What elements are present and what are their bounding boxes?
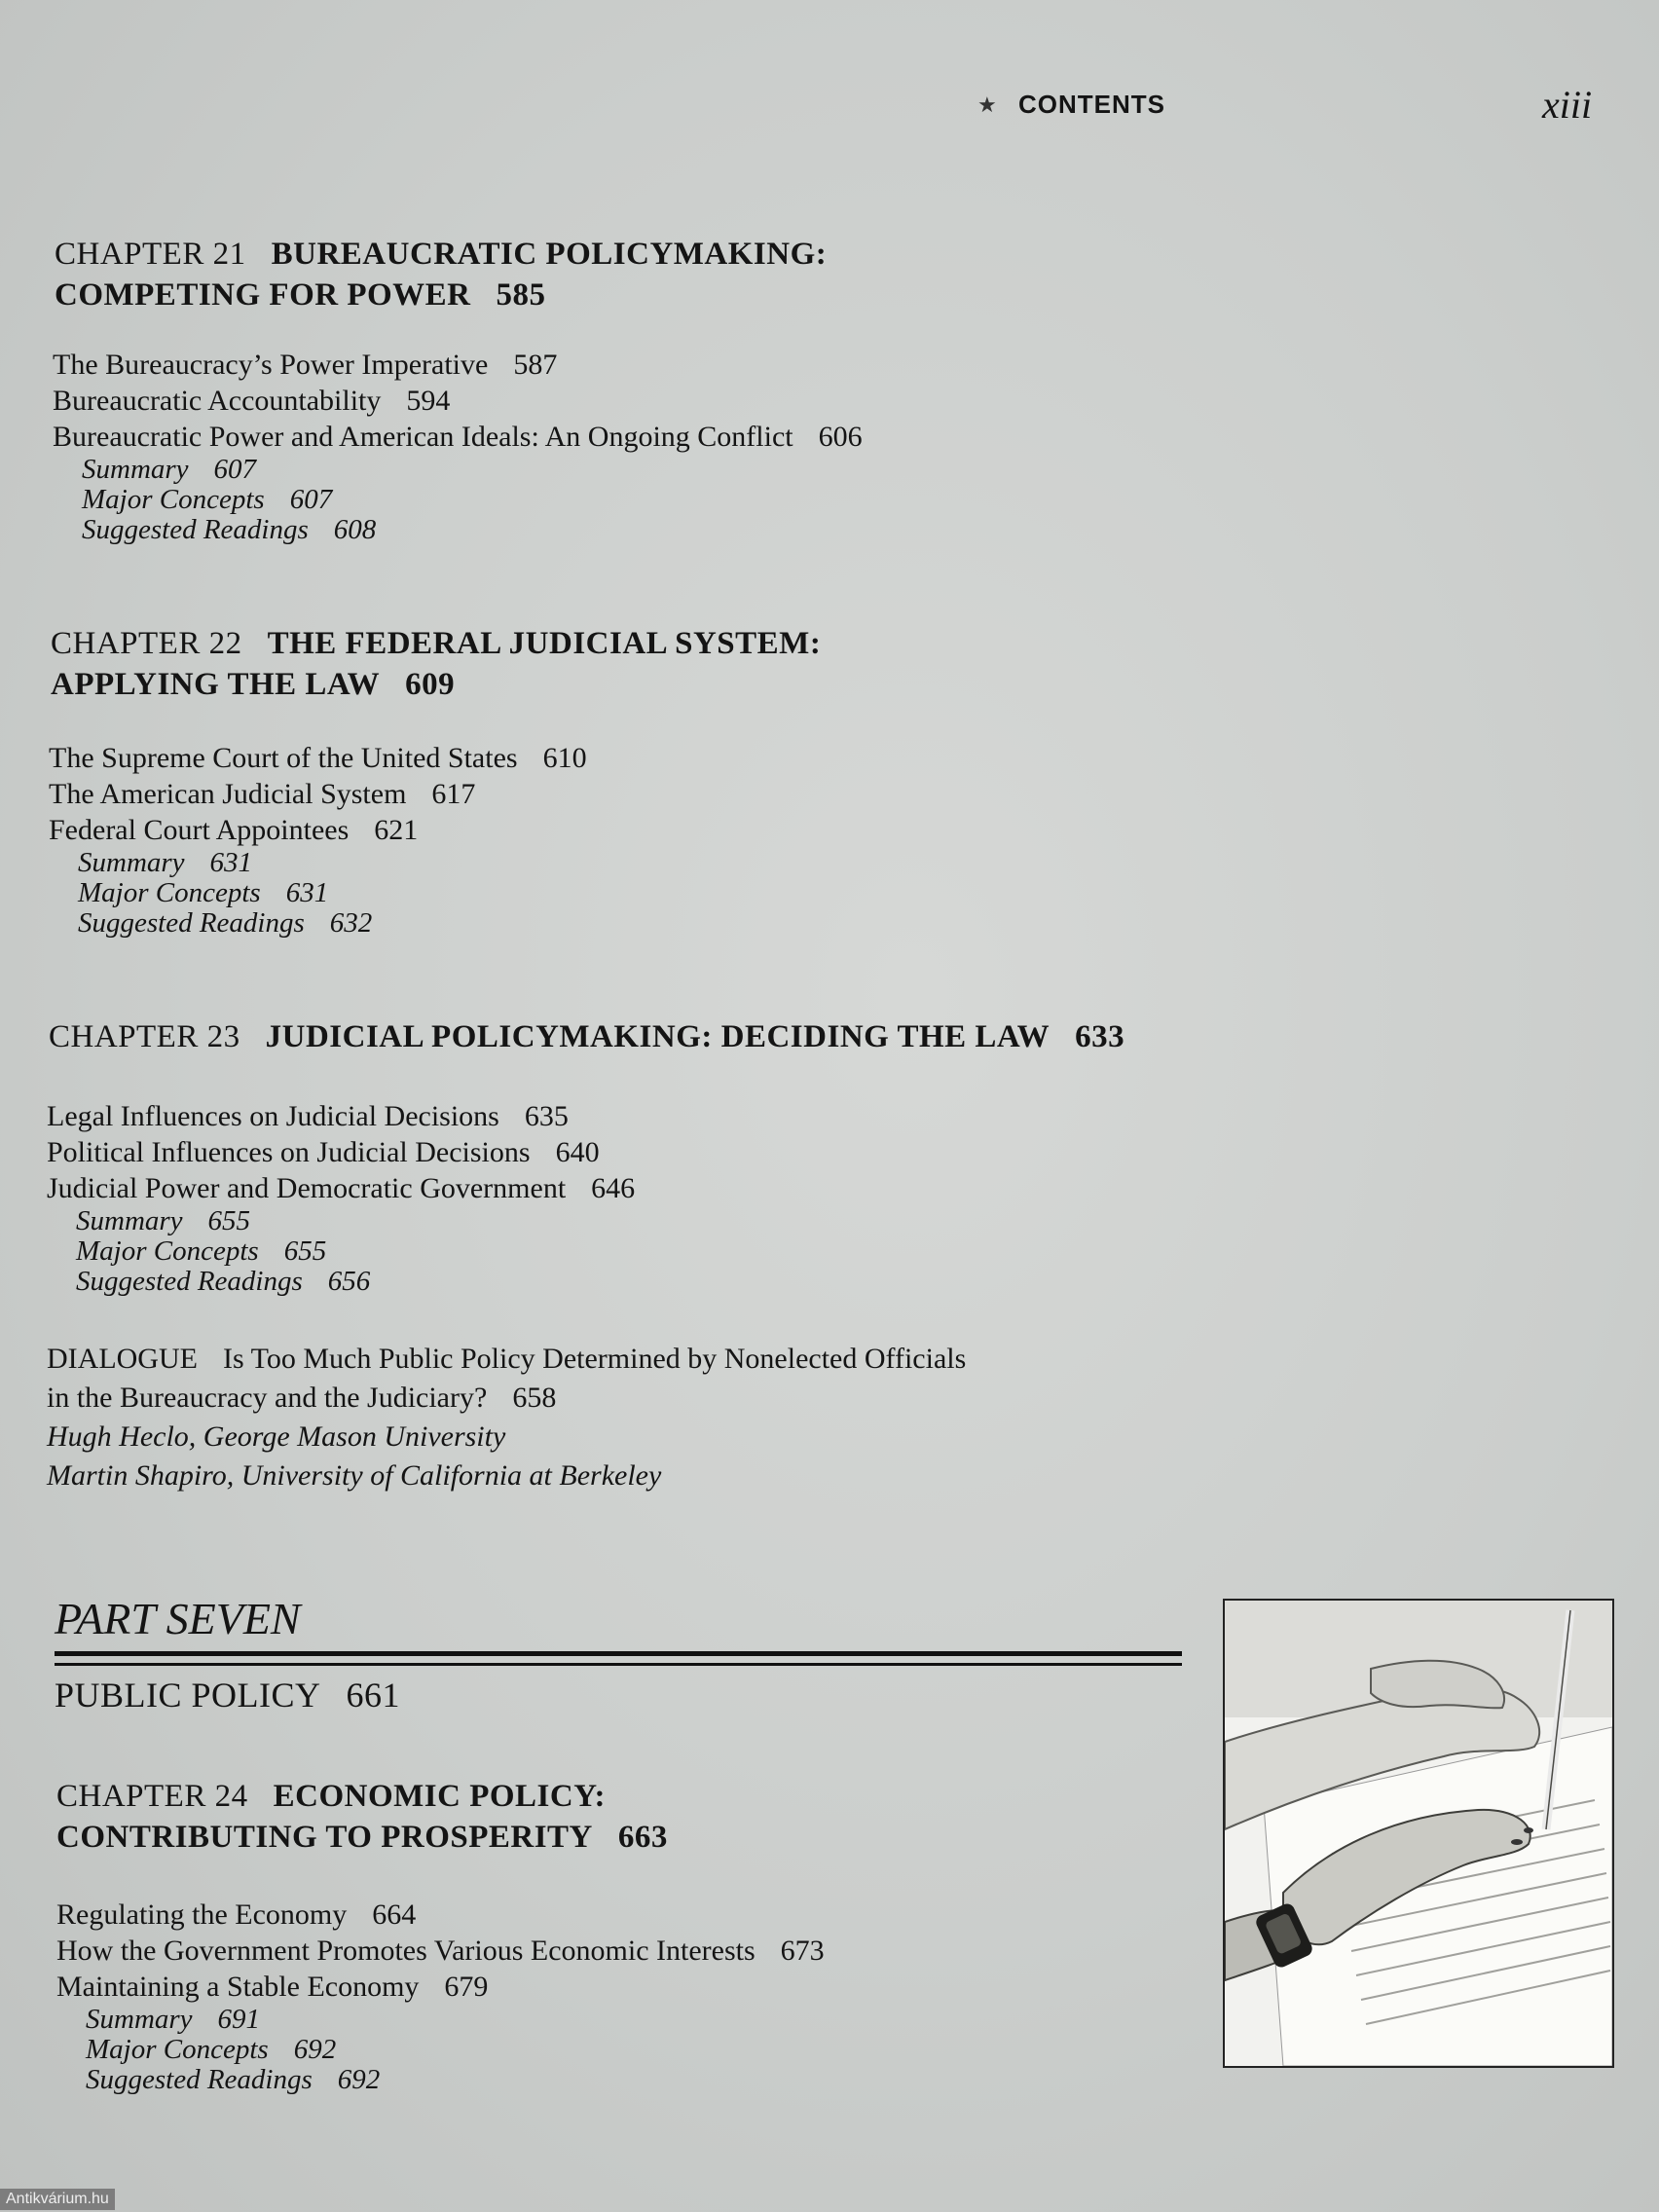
part-title: PART SEVEN: [55, 1594, 301, 1643]
toc-entry: Bureaucratic Accountability 594: [53, 385, 451, 417]
toc-entry: The Bureaucracy’s Power Imperative 587: [53, 349, 558, 381]
running-header-title: CONTENTS: [1018, 90, 1165, 119]
toc-subentry: Suggested Readings 632: [78, 907, 373, 939]
toc-entry: The Supreme Court of the United States 610: [49, 742, 587, 774]
chapter-22-entries: [49, 740, 587, 939]
dialogue-author: Hugh Heclo, George Mason University: [47, 1420, 506, 1453]
toc-subentry: Suggested Readings 656: [76, 1266, 371, 1297]
toc-subentry: Major Concepts 655: [76, 1235, 327, 1267]
toc-entry: Judicial Power and Democratic Government 646: [47, 1172, 636, 1204]
toc-subentry: Suggested Readings 692: [86, 2064, 381, 2095]
dialogue-author: Martin Shapiro, University of California at Berkeley: [47, 1459, 662, 1492]
toc-subentry: Summary 655: [76, 1205, 251, 1236]
toc-subentry: Summary 691: [86, 2004, 261, 2035]
part-subtitle: PUBLIC POLICY 661: [55, 1676, 401, 1714]
chapter-22-heading: CHAPTER 22 THE FEDERAL JUDICIAL SYSTEM: APPLYING THE LAW 609: [51, 626, 822, 702]
toc-subentry: Major Concepts 631: [78, 877, 329, 908]
toc-subentry: Summary 631: [78, 847, 253, 878]
toc-subentry: Major Concepts 607: [82, 484, 333, 515]
chapter-24-heading: CHAPTER 24 ECONOMIC POLICY: CONTRIBUTING TO PROSPERITY 663: [56, 1779, 668, 1855]
page-number: xiii: [1542, 83, 1593, 127]
toc-entry: Regulating the Economy 664: [56, 1899, 417, 1931]
part-rule-thick: [55, 1651, 1182, 1656]
toc-subentry: Suggested Readings 608: [82, 514, 377, 545]
dialogue-entry: DIALOGUE Is Too Much Public Policy Determined by Nonelected Officials in the Bureaucracy and the Judiciary? 658 Hugh Heclo, George Mason University Martin Shapiro, University of California at Berkeley: [47, 1340, 966, 1495]
watermark: Antikvárium.hu: [0, 2189, 115, 2210]
part-rule-thin: [55, 1663, 1182, 1666]
chapter-23-entries: [47, 1098, 635, 1297]
chapter-24-entries: [56, 1897, 825, 2095]
toc-subentry: Major Concepts 692: [86, 2034, 337, 2065]
toc-entry: Legal Influences on Judicial Decisions 635: [47, 1100, 569, 1132]
toc-entry: The American Judicial System 617: [49, 778, 476, 810]
writing-hands-photo: [1223, 1599, 1614, 2068]
toc-subentry: Summary 607: [82, 454, 257, 485]
chapter-21-entries: [53, 347, 863, 545]
writing-hands-illustration: [1225, 1601, 1612, 2066]
toc-entry: Federal Court Appointees 621: [49, 814, 419, 846]
star-icon: ★: [977, 93, 997, 118]
chapter-23-heading: CHAPTER 23 JUDICIAL POLICYMAKING: DECIDING THE LAW 633: [49, 1019, 1125, 1054]
toc-entry: Bureaucratic Power and American Ideals: An Ongoing Conflict 606: [53, 421, 863, 453]
toc-entry: Political Influences on Judicial Decisions 640: [47, 1136, 600, 1168]
toc-entry: Maintaining a Stable Economy 679: [56, 1971, 489, 2003]
chapter-21-heading: CHAPTER 21 BUREAUCRATIC POLICYMAKING: COMPETING FOR POWER 585: [55, 237, 828, 313]
toc-entry: How the Government Promotes Various Economic Interests 673: [56, 1935, 825, 1967]
